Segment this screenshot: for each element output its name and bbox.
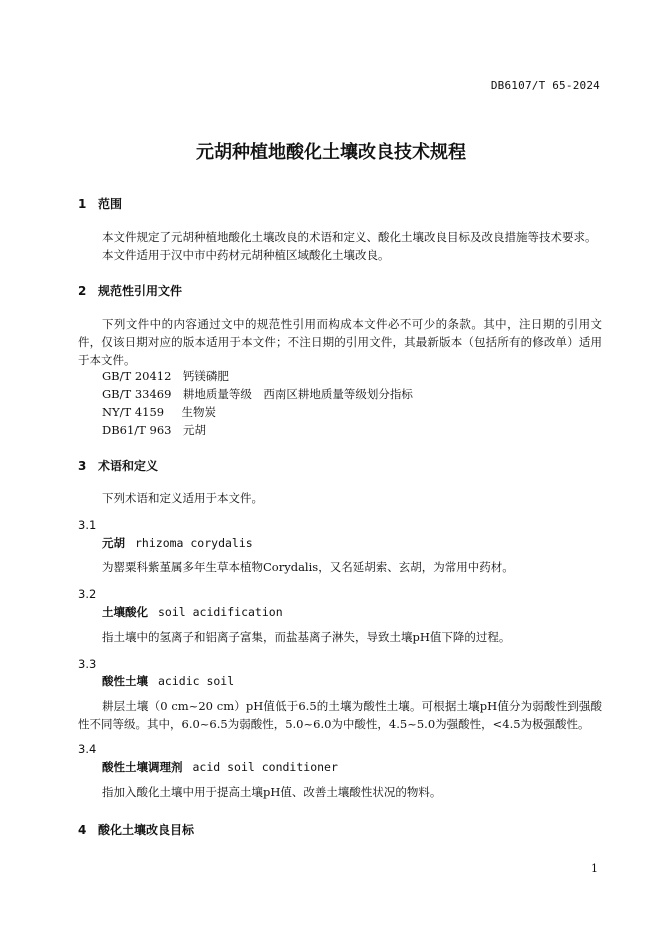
section-1-heading [78, 195, 122, 212]
term-english: soil acidification [158, 605, 283, 619]
page-number: 1 [591, 862, 598, 875]
term-entry [102, 535, 253, 551]
reference-title: 耕地质量等级 西南区耕地质量等级划分指标 [182, 387, 413, 401]
reference-title: 生物炭 [181, 405, 216, 419]
reference-title: 钙镁磷肥 [182, 369, 229, 383]
reference-code: NY/T 4159 [102, 405, 165, 419]
section-4-heading [78, 821, 194, 838]
term-definition: 为罂粟科紫堇属多年生草本植物Corydalis，又名延胡索、玄胡，为常用中药材。 [102, 560, 514, 574]
term-number: 3.2 [78, 587, 97, 601]
section-title: 范围 [98, 197, 123, 211]
reference-code: GB/T 20412 [102, 369, 172, 383]
section-number: 1 [78, 197, 87, 211]
reference-code: DB61/T 963 [102, 423, 172, 437]
term-number: 3.3 [78, 657, 97, 671]
reference-item [102, 404, 216, 420]
term-number: 3.4 [78, 742, 97, 756]
reference-item [102, 368, 229, 384]
paragraph: 下列文件中的内容通过文中的规范性引用而构成本文件必不可少的条款。其中，注日期的引用文件，仅该日期对应的版本适用于本文件；不注日期的引用文件，其最新版本（包括所有的修改单）适用于本文件。 [78, 317, 602, 367]
term-entry [102, 673, 234, 689]
term-english: acid soil conditioner [192, 760, 338, 774]
term-definition: 指土壤中的氢离子和铝离子富集，而盐基离子淋失，导致土壤pH值下降的过程。 [102, 630, 511, 644]
section-number: 4 [78, 823, 87, 837]
section-title: 酸化土壤改良目标 [98, 823, 195, 837]
section-2-heading [78, 282, 182, 299]
term-name: 元胡 [102, 536, 125, 550]
term-name: 酸性土壤调理剂 [102, 760, 183, 774]
reference-item [102, 422, 206, 438]
section-3-heading [78, 457, 158, 474]
term-definition: 耕层土壤（0 cm~20 cm）pH值低于6.5的土壤为酸性土壤。可根据土壤pH值分为弱酸性到强酸性不同等级。其中，6.0~6.5为弱酸性，5.0~6.0为中酸性，4.5~5.0为强酸性，<4.5为极强酸性。 [78, 699, 602, 731]
term-definition: 指加入酸化土壤中用于提高土壤pH值、改善土壤酸性状况的物料。 [102, 785, 442, 799]
section-number: 2 [78, 284, 87, 298]
term-name: 酸性土壤 [102, 674, 148, 688]
term-english: acidic soil [158, 674, 235, 688]
reference-code: GB/T 33469 [102, 387, 172, 401]
section-title: 规范性引用文件 [98, 284, 183, 298]
paragraph: 下列术语和定义适用于本文件。 [102, 491, 263, 505]
document-title: 元胡种植地酸化土壤改良技术规程 [196, 142, 466, 163]
paragraph: 本文件适用于汉中市中药材元胡种植区域酸化土壤改良。 [102, 248, 390, 262]
reference-title: 元胡 [182, 423, 206, 437]
term-name: 土壤酸化 [102, 605, 148, 619]
section-number: 3 [78, 459, 87, 473]
document-id: DB6107/T 65-2024 [490, 79, 600, 92]
reference-item [102, 386, 413, 402]
term-number: 3.1 [78, 518, 97, 532]
term-english: rhizoma corydalis [135, 536, 253, 550]
term-entry [102, 759, 338, 775]
section-title: 术语和定义 [98, 459, 159, 473]
paragraph: 本文件规定了元胡种植地酸化土壤改良的术语和定义、酸化土壤改良目标及改良措施等技术要求。 [102, 230, 597, 244]
term-entry [102, 604, 283, 620]
